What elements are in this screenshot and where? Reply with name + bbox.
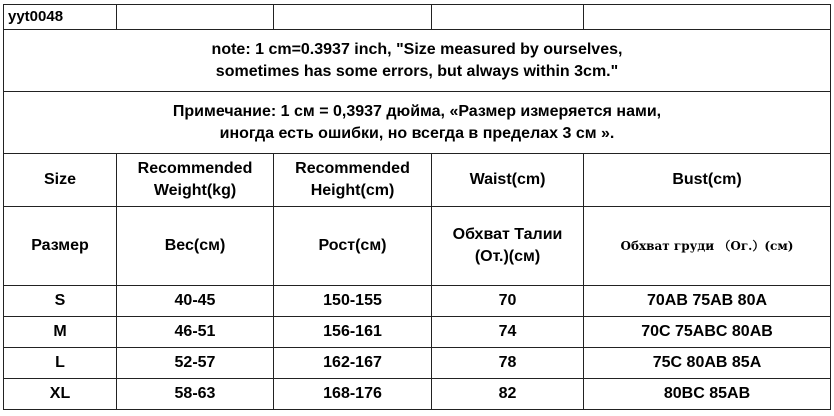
note-ru-line2: иногда есть ошибки, но всегда в пределах 3 см ».: [219, 124, 615, 142]
cell-waist: 74: [432, 317, 584, 348]
note-ru-line1: Примечание: 1 см = 0,3937 дюйма, «Размер измеряется нами,: [172, 102, 662, 120]
empty-cell: [117, 5, 274, 30]
header-ru-weight: Вес(см): [117, 207, 274, 286]
header-ru-row: [4, 207, 831, 286]
header-height-line2: Height(cm): [310, 182, 395, 199]
size-chart: [3, 4, 830, 412]
cell-size: S: [4, 286, 117, 317]
cell-height: 156-161: [274, 317, 432, 348]
size-table: [3, 4, 831, 410]
product-code-row: [4, 5, 831, 30]
cell-size: M: [4, 317, 117, 348]
empty-cell: [584, 5, 831, 30]
header-bust: Bust(cm): [584, 154, 831, 207]
header-en-row: [4, 154, 831, 207]
header-size: Size: [4, 154, 117, 207]
cell-height: 162-167: [274, 348, 432, 379]
cell-height: 168-176: [274, 379, 432, 410]
note-en: [4, 30, 831, 92]
header-ru-waist: [432, 207, 584, 286]
cell-size: L: [4, 348, 117, 379]
table-row: [4, 348, 831, 379]
header-ru-height: Рост(см): [274, 207, 432, 286]
header-height-line1: Recommended: [295, 160, 410, 177]
note-en-row: [4, 30, 831, 92]
cell-bust: 80BC 85AB: [584, 379, 831, 410]
note-ru-row: [4, 92, 831, 154]
header-weight-line2: Weight(kg): [153, 182, 237, 199]
cell-waist: 78: [432, 348, 584, 379]
header-ru-waist-line1: Обхват Талии: [452, 226, 563, 243]
header-ru-bust: Обхват груди （Ог.）(см): [584, 207, 831, 286]
cell-weight: 52-57: [117, 348, 274, 379]
header-ru-size: Размер: [4, 207, 117, 286]
cell-waist: 70: [432, 286, 584, 317]
cell-bust: 70C 75ABC 80AB: [584, 317, 831, 348]
cell-weight: 46-51: [117, 317, 274, 348]
cell-bust: 75C 80AB 85A: [584, 348, 831, 379]
header-waist: Waist(cm): [432, 154, 584, 207]
cell-weight: 58-63: [117, 379, 274, 410]
note-ru: [4, 92, 831, 154]
empty-cell: [432, 5, 584, 30]
header-ru-waist-line2: (От.)(см): [474, 248, 541, 265]
empty-cell: [274, 5, 432, 30]
note-en-line1: note: 1 cm=0.3937 inch, "Size measured by ourselves,: [211, 40, 623, 58]
table-row: [4, 286, 831, 317]
cell-weight: 40-45: [117, 286, 274, 317]
header-weight: [117, 154, 274, 207]
cell-size: XL: [4, 379, 117, 410]
header-weight-line1: Recommended: [137, 160, 253, 177]
table-row: [4, 379, 831, 410]
note-en-line2: sometimes has some errors, but always within 3cm.": [215, 62, 619, 80]
cell-bust: 70AB 75AB 80A: [584, 286, 831, 317]
cell-waist: 82: [432, 379, 584, 410]
header-height: [274, 154, 432, 207]
cell-height: 150-155: [274, 286, 432, 317]
product-code: yyt0048: [4, 5, 117, 30]
table-row: [4, 317, 831, 348]
